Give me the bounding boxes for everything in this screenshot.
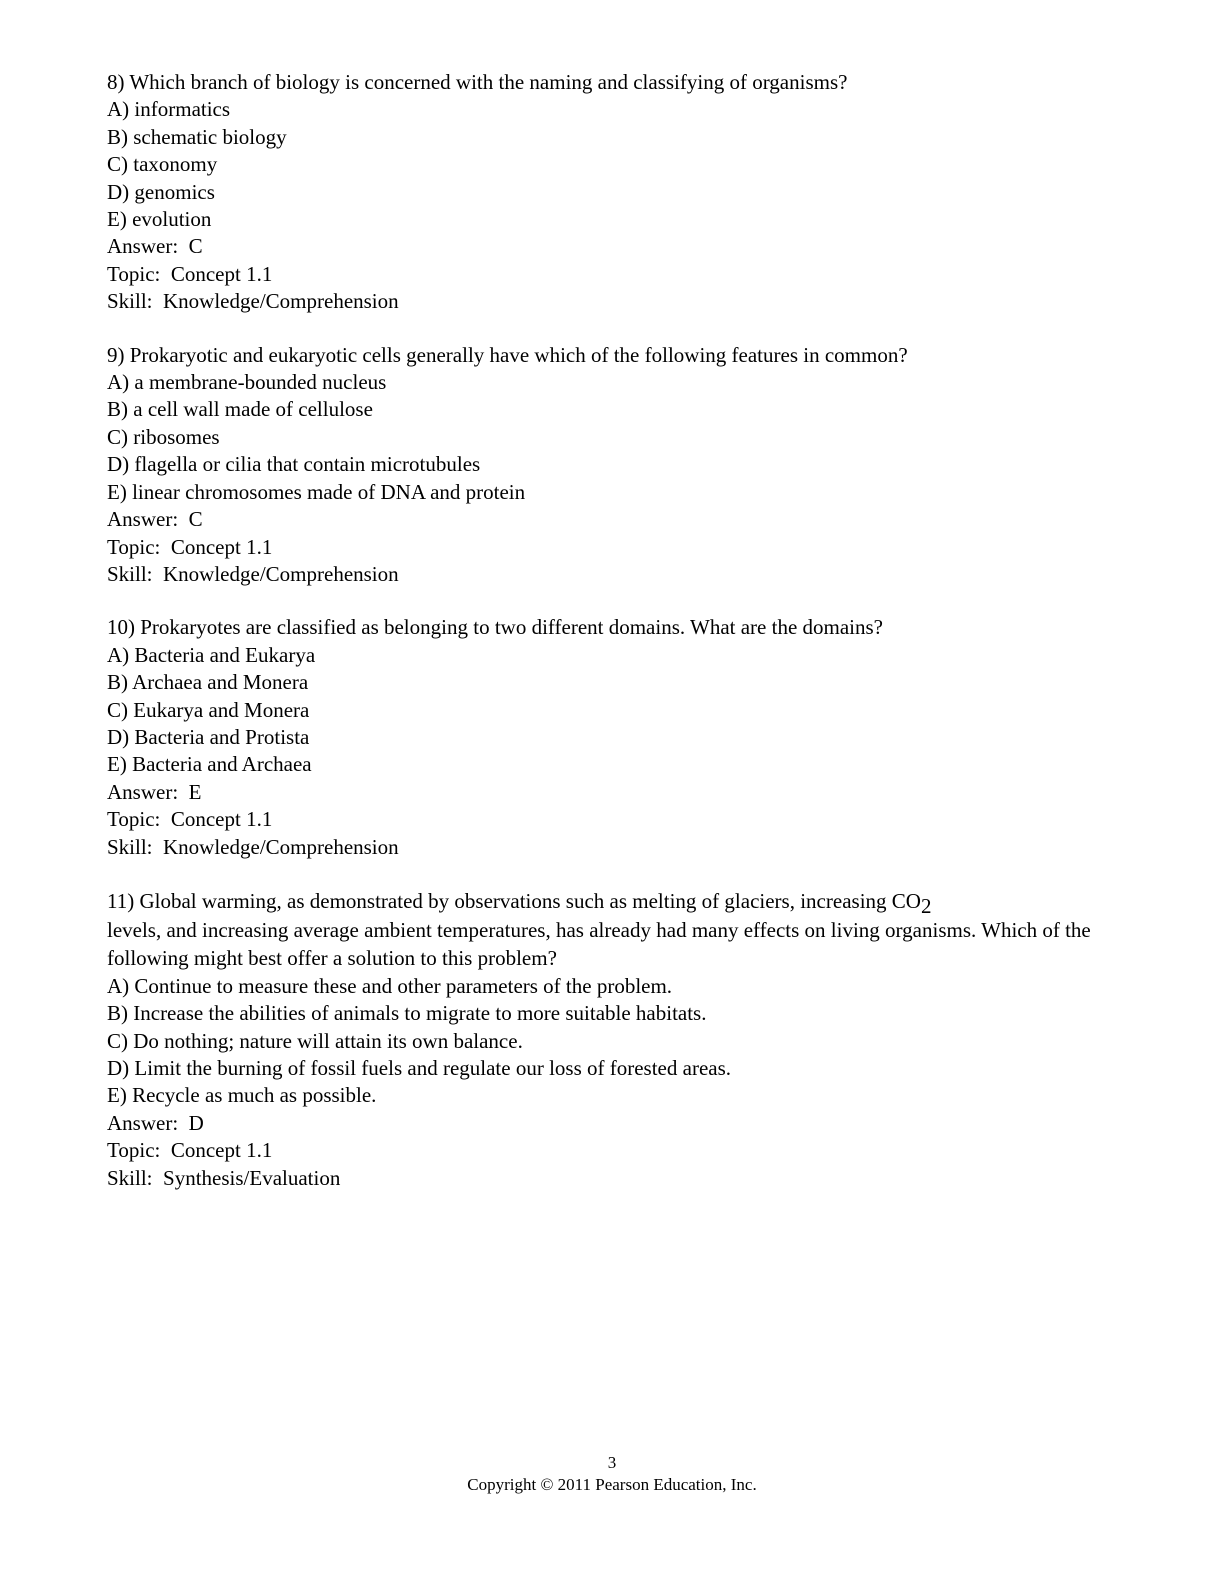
option-b: B) Archaea and Monera xyxy=(107,670,309,695)
copyright-notice: Copyright © 2011 Pearson Education, Inc. xyxy=(467,1475,757,1494)
question-stem: 9) Prokaryotic and eukaryotic cells generally have which of the following features in common? xyxy=(107,342,908,367)
question-10 xyxy=(107,614,1117,861)
question-stem: 10) Prokaryotes are classified as belonging to two different domains. What are the domains? xyxy=(107,615,884,640)
option-a: A) informatics xyxy=(107,97,231,122)
option-c: C) taxonomy xyxy=(107,152,218,177)
question-stem-part1: 11) Global warming, as demonstrated by observations such as melting of glaciers, increasing CO xyxy=(107,888,921,913)
option-d: D) flagella or cilia that contain microtubules xyxy=(107,452,481,477)
option-a: A) a membrane-bounded nucleus xyxy=(107,370,387,395)
option-d: D) genomics xyxy=(107,179,215,204)
option-c: C) ribosomes xyxy=(107,424,220,449)
skill-line: Skill: Knowledge/Comprehension xyxy=(107,289,399,314)
option-c: C) Eukarya and Monera xyxy=(107,697,310,722)
skill-line: Skill: Synthesis/Evaluation xyxy=(107,1165,341,1190)
option-b: B) schematic biology xyxy=(107,124,287,149)
question-stem-part2: levels, and increasing average ambient temperatures, has already had many effects on living organisms. Which of the following might best offer a solution to this problem? xyxy=(107,917,1091,971)
question-9 xyxy=(107,342,1117,589)
page-number: 3 xyxy=(607,1453,617,1472)
option-b: B) Increase the abilities of animals to migrate to more suitable habitats. xyxy=(107,1001,707,1026)
option-d: D) Bacteria and Protista xyxy=(107,724,310,749)
option-e: E) linear chromosomes made of DNA and protein xyxy=(107,479,526,504)
page-footer xyxy=(0,1452,1224,1496)
option-b: B) a cell wall made of cellulose xyxy=(107,397,373,422)
question-stem: 8) Which branch of biology is concerned with the naming and classifying of organisms? xyxy=(107,70,848,94)
option-d: D) Limit the burning of fossil fuels and regulate our loss of forested areas. xyxy=(107,1055,732,1080)
skill-line: Skill: Knowledge/Comprehension xyxy=(107,834,399,859)
option-a: A) Bacteria and Eukarya xyxy=(107,642,316,667)
answer-line: Answer: C xyxy=(107,234,203,259)
topic-line: Topic: Concept 1.1 xyxy=(107,1138,273,1163)
option-c: C) Do nothing; nature will attain its own balance. xyxy=(107,1028,523,1053)
subscript-2: 2 xyxy=(920,893,932,918)
document-page xyxy=(107,69,1117,1218)
question-8 xyxy=(107,69,1117,316)
answer-line: Answer: D xyxy=(107,1110,204,1135)
option-e: E) Bacteria and Archaea xyxy=(107,752,312,777)
question-stem xyxy=(107,887,1117,973)
topic-line: Topic: Concept 1.1 xyxy=(107,807,273,832)
question-11 xyxy=(107,887,1117,1192)
option-e: E) Recycle as much as possible. xyxy=(107,1083,377,1108)
answer-line: Answer: E xyxy=(107,779,202,804)
topic-line: Topic: Concept 1.1 xyxy=(107,534,273,559)
option-e: E) evolution xyxy=(107,207,212,232)
topic-line: Topic: Concept 1.1 xyxy=(107,261,273,286)
option-a: A) Continue to measure these and other parameters of the problem. xyxy=(107,973,673,998)
skill-line: Skill: Knowledge/Comprehension xyxy=(107,561,399,586)
answer-line: Answer: C xyxy=(107,507,203,532)
